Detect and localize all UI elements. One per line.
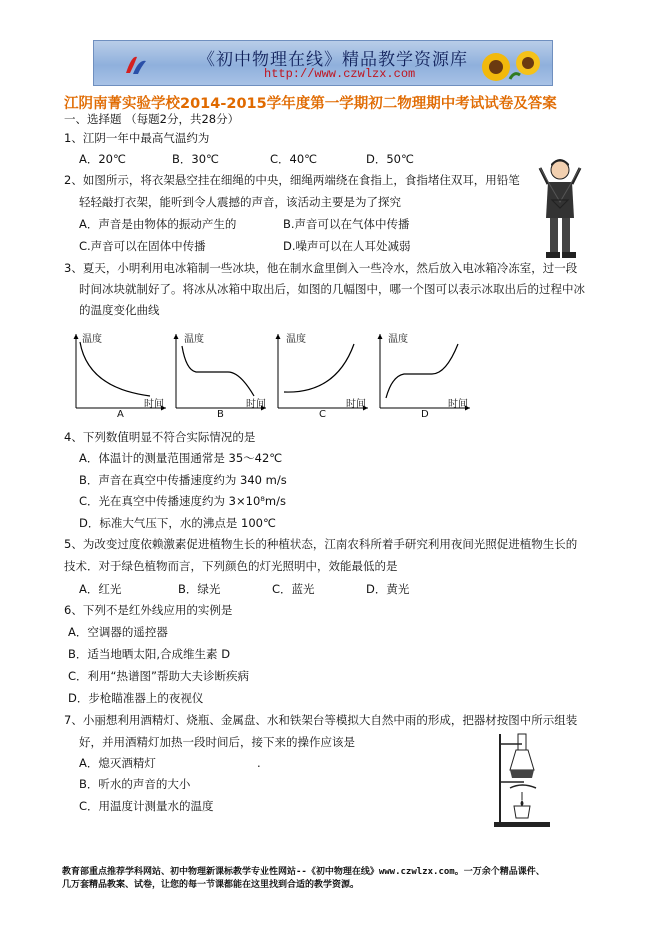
curve bbox=[80, 342, 150, 396]
q3-graph-c-tag: C bbox=[319, 409, 326, 420]
q2-stem-line1: 2、如图所示，将衣架悬空挂在细绳的中央，细绳两端绕在食指上，食指堵住双耳，用铅笔 bbox=[64, 173, 520, 187]
q2-stem-line2: 轻轻敲打衣架，能听到令人震撼的声音，该活动主要是为了探究 bbox=[79, 195, 401, 209]
q5-stem-line1: 5、为改变过度依赖激素促进植物生长的种植状态，江南农科所着手研究利用夜间光照促进植物生长的 bbox=[64, 537, 578, 551]
q3-graph-b-ylabel: 温度 bbox=[184, 334, 204, 345]
q3-stem-line2: 时间冰块就制好了。将冰从冰箱中取出后，如图的几幅图中，哪一个图可以表示冰取出后的过程中冰 bbox=[79, 282, 585, 296]
q3-graph-d-tag: D bbox=[421, 409, 429, 420]
q1-option-c: C．40℃ bbox=[270, 152, 318, 166]
q4-option-a: A．体温计的测量范围通常是 35～42℃ bbox=[79, 451, 283, 465]
q4-option-d: D．标准大气压下，水的沸点是 100℃ bbox=[79, 516, 276, 530]
q4-stem: 4、下列数值明显不符合实际情况的是 bbox=[64, 430, 256, 444]
q6-option-d: D．步枪瞄准器上的夜视仪 bbox=[68, 691, 204, 705]
q2-option-c: C.声音可以在固体中传播 bbox=[79, 239, 206, 253]
site-logo-icon bbox=[124, 51, 150, 77]
q3-graph-a-xlabel: 时间 bbox=[144, 399, 164, 410]
footer-line1: 教育部重点推荐学科网站、初中物理新课标教学专业性网站--《初中物理在线》www.czwlzx.com。一万余个精品课件、 bbox=[62, 867, 545, 877]
banner-title: 《初中物理在线》精品教学资源库 bbox=[198, 50, 468, 70]
q3-graph-a-ylabel: 温度 bbox=[82, 334, 102, 345]
page-footer bbox=[62, 866, 602, 892]
q3-graph-c-ylabel: 温度 bbox=[286, 334, 306, 345]
q2-option-a: A．声音是由物体的振动产生的 bbox=[79, 217, 237, 231]
person-with-hanger-figure bbox=[536, 156, 586, 260]
q6-option-c: C．利用“热谱图”帮助大夫诊断疾病 bbox=[68, 669, 249, 683]
q3-graph-c-xlabel: 时间 bbox=[346, 399, 366, 410]
q6-option-b: B．适当地晒太阳,合成维生素 D bbox=[68, 647, 231, 661]
q5-stem-line2: 技术．对于绿色植物而言，下列颜色的灯光照明中，效能最低的是 bbox=[64, 559, 398, 573]
q7-stem-line2: 好，并用酒精灯加热一段时间后，接下来的操作应该是 bbox=[79, 735, 355, 749]
q1-option-b: B．30℃ bbox=[172, 152, 219, 166]
q4-option-b: B．声音在真空中传播速度约为 340 m/s bbox=[79, 473, 287, 487]
q6-stem: 6、下列不是红外线应用的实例是 bbox=[64, 603, 233, 617]
q7-option-c: C．用温度计测量水的温度 bbox=[79, 799, 214, 813]
q1-option-a: A．20℃ bbox=[79, 152, 126, 166]
q1-stem: 1、江阴一年中最高气温约为 bbox=[64, 131, 210, 145]
site-banner bbox=[93, 40, 553, 86]
banner-url[interactable]: http://www.czwlzx.com bbox=[264, 67, 416, 81]
q7-stray-dot: . bbox=[257, 756, 261, 770]
q5-option-c: C．蓝光 bbox=[272, 582, 315, 596]
q6-option-a: A．空调器的遥控器 bbox=[68, 625, 168, 639]
footer-line2: 几万套精品教案、试卷，让您的每一节课都能在这里找到合适的教学资源。 bbox=[62, 880, 360, 890]
q5-option-b: B．绿光 bbox=[178, 582, 221, 596]
q5-option-d: D．黄光 bbox=[366, 582, 410, 596]
q3-graph-a-tag: A bbox=[117, 409, 124, 420]
q5-option-a: A．红光 bbox=[79, 582, 122, 596]
q4-option-c: C．光在真空中传播速度约为 3×10⁸m/s bbox=[79, 494, 286, 508]
q3-stem-line1: 3、夏天，小明利用电冰箱制一些冰块，他在制水盒里倒入一些冷水，然后放入电冰箱冷冻室，过一段 bbox=[64, 261, 578, 275]
sunflower-icon bbox=[474, 45, 546, 85]
q3-stem-line3: 的温度变化曲线 bbox=[79, 303, 160, 317]
q7-option-a: A．熄灭酒精灯 bbox=[79, 756, 156, 770]
q3-graph-b-xlabel: 时间 bbox=[246, 399, 266, 410]
q1-option-d: D．50℃ bbox=[366, 152, 414, 166]
q2-option-d: D.噪声可以在人耳处减弱 bbox=[283, 239, 411, 253]
q7-option-b: B．听水的声音的大小 bbox=[79, 777, 191, 791]
q3-graph-b-tag: B bbox=[217, 409, 224, 420]
q3-graph-d-xlabel: 时间 bbox=[448, 399, 468, 410]
page-title: 江阴南菁实验学校2014-2015学年度第一学期初二物理期中考试试卷及答案 bbox=[64, 96, 557, 112]
rain-experiment-apparatus-figure bbox=[492, 730, 552, 830]
q2-option-b: B.声音可以在气体中传播 bbox=[283, 217, 410, 231]
section-heading: 一、选择题 （每题2分，共28分） bbox=[64, 112, 240, 126]
q3-graph-d-ylabel: 温度 bbox=[388, 334, 408, 345]
q7-stem-line1: 7、小丽想利用酒精灯、烧瓶、金属盘、水和铁架台等模拟大自然中雨的形成，把器材按图中所示组装 bbox=[64, 713, 578, 727]
